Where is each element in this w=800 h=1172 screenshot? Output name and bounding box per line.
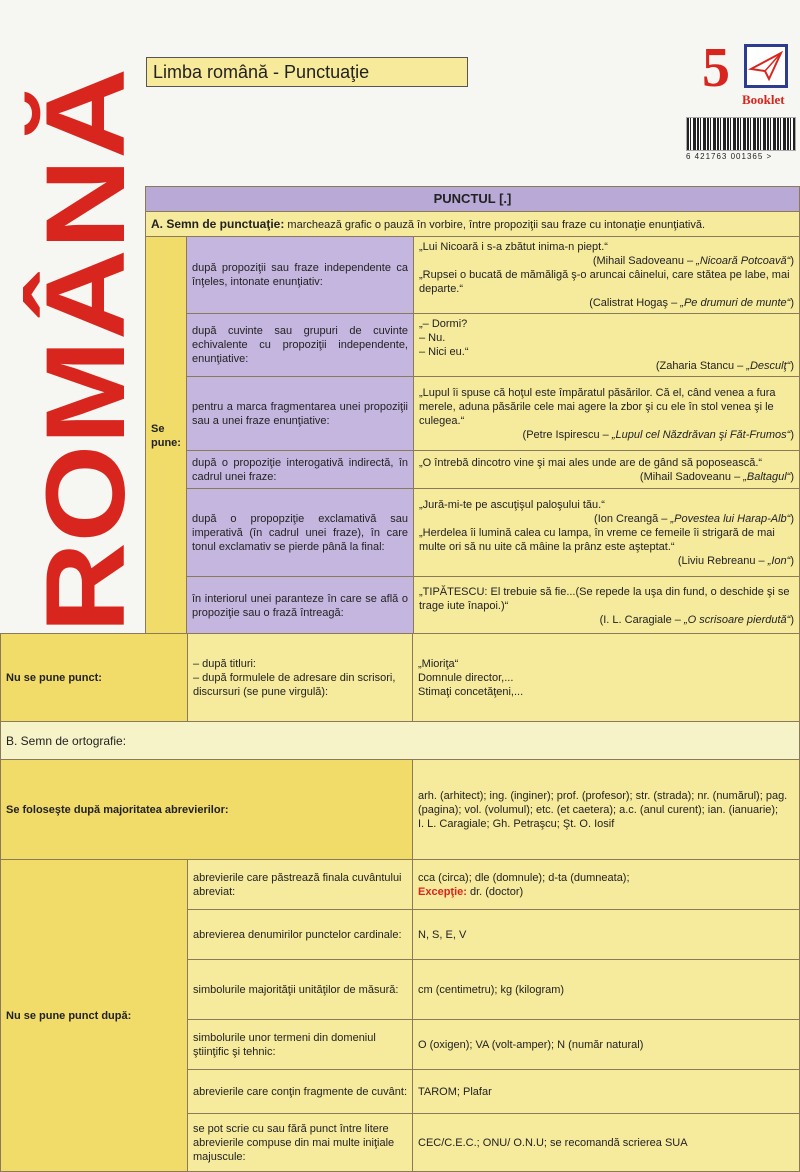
table-title: PUNCTUL [.] [146, 187, 800, 212]
row-example [414, 377, 800, 451]
example-item: Stimaţi concetăţeni,... [418, 685, 524, 698]
vertical-title-text: ROMÂNĂ [23, 129, 148, 633]
abbrev-names: I. L. Caragiale; Gh. Petraşcu; Şt. O. Iosif [418, 817, 615, 830]
abbrev-label: Se foloseşte după majoritatea abrevierilor: [1, 760, 413, 860]
nu-se-pune-examples [413, 634, 800, 722]
quote-text: – Nici eu.“ [419, 346, 469, 358]
row-condition: pentru a marca fragmentarea unei propoziţii sau a unei fraze enunţiative: [187, 377, 414, 451]
barcode-number: 6 421763 001365 > [686, 152, 773, 161]
row-condition: simbolurile unor termeni din domeniul ştiinţific şi tehnic: [188, 1020, 413, 1070]
row-example: cm (centimetru); kg (kilogram) [413, 960, 800, 1020]
vertical-title [23, 58, 148, 638]
row-example [414, 314, 800, 377]
quote-text: „Herdelea îi lumină calea cu lampa, în vreme ce femeile îi strigară de mai multe ori să nu uite că mâine la prânz este aşteptat.“ [419, 526, 775, 553]
nu-se-pune-conditions [188, 634, 413, 722]
logo-word: Booklet [742, 92, 785, 107]
abbrev-examples [413, 760, 800, 860]
quote-source: (I. L. Caragiale – „O scrisoare pierdută“) [599, 613, 794, 626]
barcode-bars [686, 117, 796, 151]
section-a-text: marchează grafic o pauză în vorbire, între propoziţii sau fraze cu intonaţie enunţiativă. [287, 218, 706, 231]
row-example: N, S, E, V [413, 910, 800, 960]
barcode [686, 117, 798, 167]
paper-plane-icon [744, 44, 788, 88]
quote-source: (Mihail Sadoveanu – „Nicoară Potcoavă“) [592, 255, 794, 267]
se-pune-label: Se pune: [146, 237, 187, 635]
booklet-logo [702, 38, 798, 110]
punctuation-table [145, 186, 800, 633]
row-example [414, 577, 800, 635]
row-condition: după cuvinte sau grupuri de cuvinte echivalente cu propoziţii independente, enunţiative: [187, 314, 414, 377]
row-condition: abrevierile care conţin fragmente de cuvânt: [188, 1070, 413, 1114]
quote-source: (Zaharia Stancu – „Desculţ“) [655, 360, 794, 372]
row-condition: după propoziţii sau fraze independente ca înţeles, intonate enunţiativ: [187, 237, 414, 314]
section-a [146, 212, 800, 237]
row-condition: abrevierea denumirilor punctelor cardinale: [188, 910, 413, 960]
exception-label: Excepţie: [418, 885, 467, 898]
section-b-label: B. Semn de ortografie: [1, 722, 800, 760]
example-item: Domnule director,... [418, 671, 514, 684]
logo-number: 5 [702, 37, 730, 99]
quote-source: (Mihail Sadoveanu – „Baltagul“) [639, 470, 794, 483]
quote-source: (Calistrat Hogaş – „Pe drumuri de munte“) [589, 297, 794, 309]
row-example: TAROM; Plafar [413, 1070, 800, 1114]
subtitle: Limba română - Punctuaţie [146, 57, 468, 87]
row-example [413, 860, 800, 910]
quote-text: „– Dormi? [419, 318, 468, 330]
row-condition: după o propopziţie exclamativă sau imperativă (în cadrul unei fraze), în care tonul exclamativ se pierde până la final: [187, 489, 414, 577]
exception-line [418, 885, 794, 899]
nu-se-pune-label: Nu se pune punct: [1, 634, 188, 722]
quote-source: (Liviu Rebreanu – „Ion“) [677, 554, 794, 567]
exception-text: dr. (doctor) [469, 885, 524, 898]
abbrev-text: arh. (arhitect); ing. (inginer); prof. (profesor); str. (strada); nr. (numărul); pag. (pagina); vol. (volumul); etc. (et caetera); a.c. (anul curent); ian. (ianuarie); [418, 789, 788, 816]
condition-item: – după titluri: [193, 657, 256, 670]
quote-text: „O întrebă dincotro vine şi mai ales unde are de gând să poposească.“ [419, 456, 763, 469]
quote-text: – Nu. [419, 332, 446, 344]
row-condition: simbolurile majorităţii unităţilor de măsură: [188, 960, 413, 1020]
quote-source: (Ion Creangă – „Povestea lui Harap-Alb“) [594, 512, 794, 525]
example-text: cca (circa); dle (domnule); d-ta (dumneata); [418, 871, 630, 884]
section-a-label: A. Semn de punctuaţie: [151, 216, 285, 231]
row-condition: în interiorul unei paranteze în care se află o propoziţie sau o frază întreagă: [187, 577, 414, 635]
row-example: O (oxigen); VA (volt-amper); N (număr natural) [413, 1020, 800, 1070]
quote-text: „Jură-mi-te pe ascuţişul paloşului tău.“ [419, 498, 605, 511]
row-condition: abrevierile care păstrează finala cuvântului abreviat: [188, 860, 413, 910]
quote-text: „Lui Nicoară i s-a zbătut inima-n piept.“ [419, 241, 608, 253]
condition-item: – după formulele de adresare din scrisori, discursuri (se pune virgulă): [193, 671, 396, 698]
row-example [414, 237, 800, 314]
row-condition: se pot scrie cu sau fără punct între litere abrevierile compuse din mai multe iniţiale majuscule: [188, 1114, 413, 1172]
example-item: „Mioriţa“ [418, 657, 459, 670]
row-example [414, 451, 800, 489]
nu-dupa-label: Nu se pune punct după: [1, 860, 188, 1172]
row-condition: după o propoziţie interogativă indirectă, în cadrul unei fraze: [187, 451, 414, 489]
row-example: CEC/C.E.C.; ONU/ O.N.U; se recomandă scrierea SUA [413, 1114, 800, 1172]
quote-source: (Petre Ispirescu – „Lupul cel Năzdrăvan şi Făt-Frumos“) [522, 428, 794, 441]
quote-text: „TIPĂTESCU: El trebuie să fie...(Se repede la uşa din fund, o deschide şi se trage iute înapoi.)“ [419, 585, 790, 612]
row-example [414, 489, 800, 577]
quote-text: „Rupsei o bucată de mămăligă ş-o aruncai câinelui, care stătea pe labe, mai departe.“ [419, 269, 790, 295]
lower-table [0, 633, 800, 1162]
quote-text: „Lupul îi spuse că hoţul este împăratul păsărilor. Că el, când venea a fura merele, aduna păsările cele mai agere la zbor şi cu ele în stol venea şi le culegea.“ [419, 386, 776, 427]
